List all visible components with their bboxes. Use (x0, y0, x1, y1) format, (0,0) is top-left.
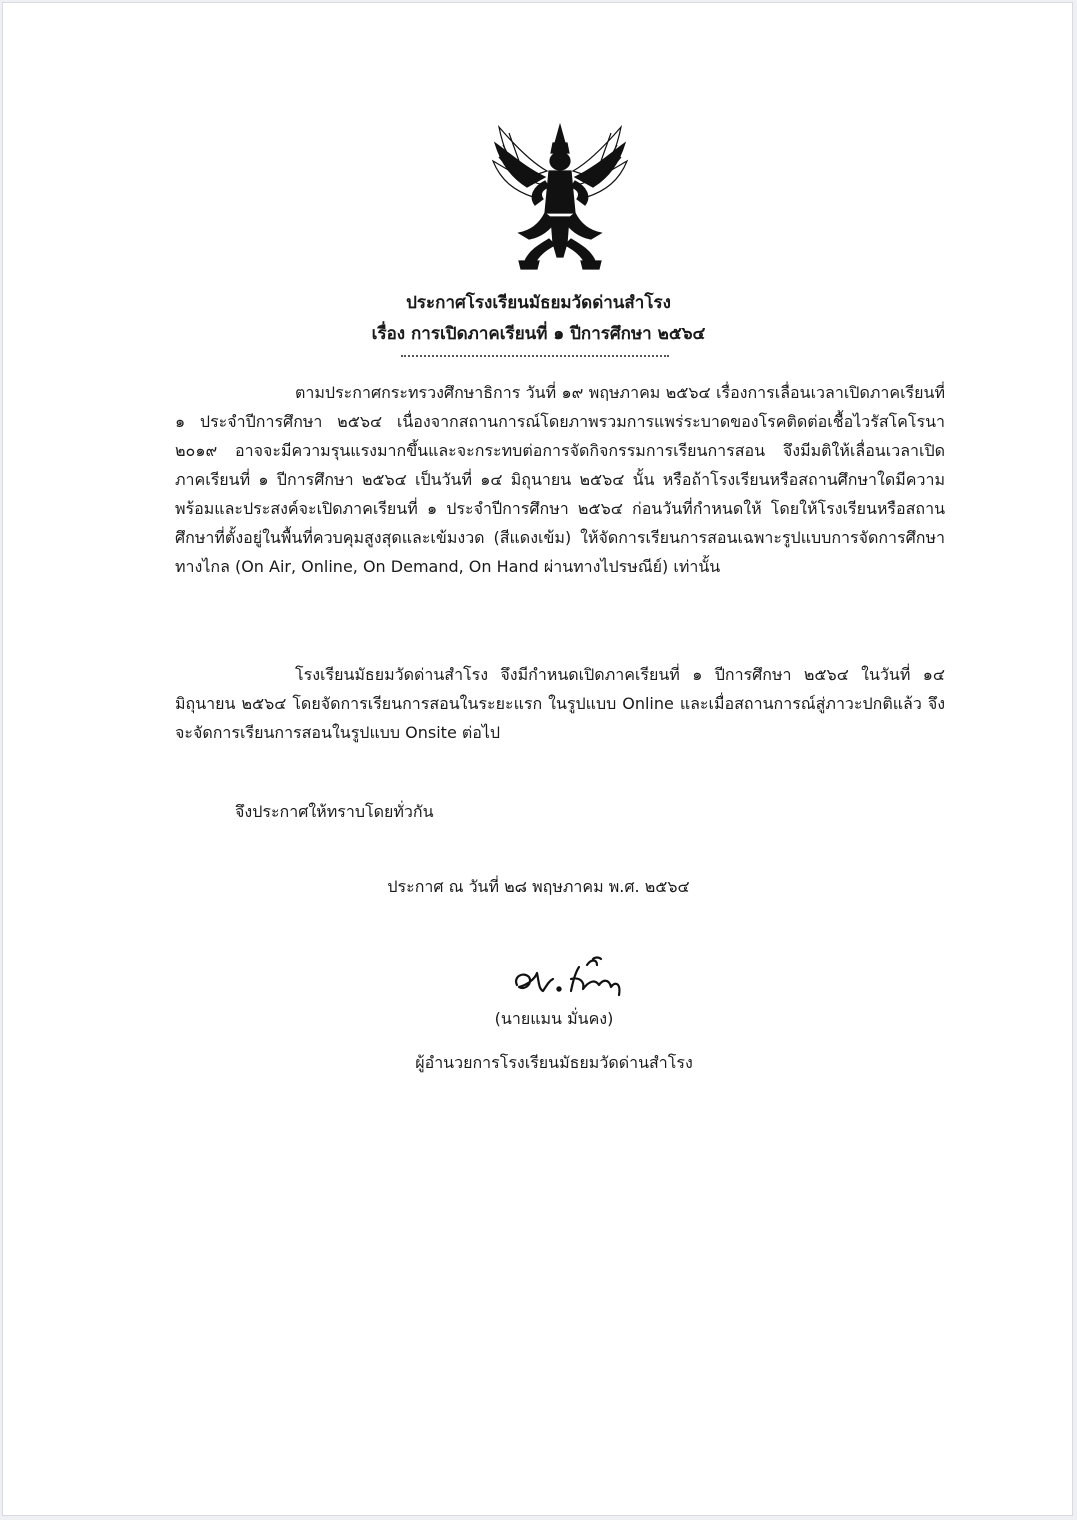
announcement-title: ประกาศโรงเรียนมัธยมวัดด่านสำโรง (406, 293, 671, 313)
signer-name: (นายแมน มั่นคง) (494, 1009, 614, 1028)
announcement-subject: เรื่อง การเปิดภาคเรียนที่ ๑ ปีการศึกษา ๒๕๖๔ (371, 324, 706, 344)
document-page (2, 2, 1073, 1516)
body-paragraph-1: ตามประกาศกระทรวงศึกษาธิการ วันที่ ๑๙ พฤษภาคม ๒๕๖๔ เรื่องการเลื่อนเวลาเปิดภาคเรียนที่ ๑ ประจำปีการศึกษา ๒๕๖๔ เนื่องจากสถานการณ์โดยภาพรวมการแพร่ระบาดของโรคติดต่อเชื้อไวรัสโคโรนา ๒๐๑๙ อาจจะมีความรุนแรงมากขึ้นและจะกระทบต่อการจัดกิจกรรมการเรียนการสอน จึงมีมติให้เลื่อนเวลาเปิดภาคเรียนที่ ๑ ปีการศึกษา ๒๕๖๔ เป็นวันที่ ๑๔ มิถุนายน ๒๕๖๔ นั้น หรือถ้าโรงเรียนหรือสถานศึกษาใดมีความพร้อมและประสงค์จะเปิดภาคเรียนที่ ๑ ประจำปีการศึกษา ๒๕๖๔ ก่อนวันที่กำหนดให้ โดยให้โรงเรียนหรือสถานศึกษาที่ตั้งอยู่ในพื้นที่ควบคุมสูงสุดและเข้มงวด (สีแดงเข้ม) ให้จัดการเรียนการสอนเฉพาะรูปแบบการจัดการศึกษาทางไกล (On Air, Online, On Demand, On Hand ผ่านทางไปรษณีย์) เท่านั้น (175, 383, 945, 576)
announcement-date: ประกาศ ณ วันที่ ๒๘ พฤษภาคม พ.ศ. ๒๕๖๔ (387, 877, 690, 896)
body-paragraph-2: โรงเรียนมัธยมวัดด่านสำโรง จึงมีกำหนดเปิดภาคเรียนที่ ๑ ปีการศึกษา ๒๕๖๔ ในวันที่ ๑๔ มิถุนายน ๒๕๖๔ โดยจัดการเรียนการสอนในระยะแรก ในรูปแบบ Online และเมื่อสถานการณ์สู่ภาวะปกติแล้ว จึงจะจัดการเรียนการสอนในรูปแบบ Onsite ต่อไป (175, 665, 945, 742)
garuda-emblem (489, 121, 631, 273)
closing-statement: จึงประกาศให้ทราบโดยทั่วกัน (235, 802, 434, 821)
handwritten-signature (509, 955, 637, 1003)
dotted-separator (401, 355, 669, 357)
signer-position: ผู้อำนวยการโรงเรียนมัธยมวัดด่านสำโรง (415, 1053, 693, 1072)
